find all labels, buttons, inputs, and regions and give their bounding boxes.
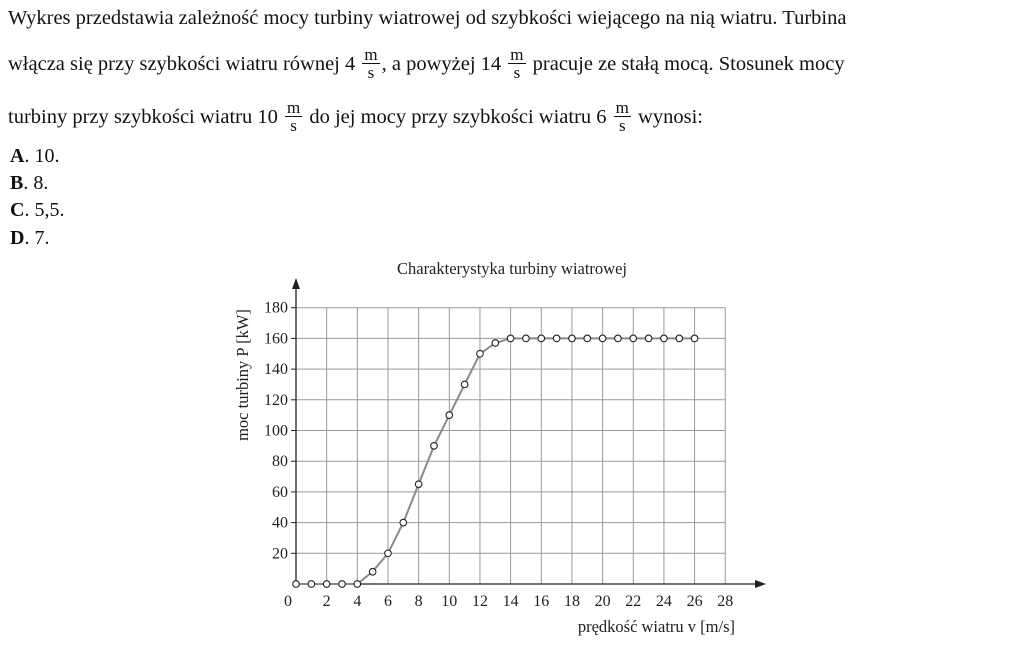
data-point [507,335,514,342]
data-point [415,481,422,488]
data-point [477,350,484,357]
question-text-3a: turbiny przy szybkości wiatru 10 [8,106,278,129]
unit-fraction: $\frac{m}{s}$ [287,98,301,135]
unit-fraction: $\frac{m}{s}$ [364,45,378,82]
x-tick-label: 26 [686,593,703,610]
option-b[interactable]: B. 8. [10,172,49,194]
data-point [569,335,576,342]
data-point [645,335,652,342]
option-d[interactable]: D. 7. [10,227,50,249]
data-point [676,335,683,342]
data-point [369,568,376,575]
data-point [323,581,330,588]
data-point [691,335,698,342]
chart-title: Charakterystyka turbiny wiatrowej [396,259,628,278]
data-point [492,340,499,347]
question-text-3b: do jej mocy przy szybkości wiatru 6 [309,106,607,129]
unit-fraction: $\frac{m}{s}$ [615,98,629,135]
data-point [339,581,346,588]
data-point [431,443,438,450]
x-axis-arrow [755,580,766,588]
x-tick-label: 10 [441,593,458,610]
y-tick-label: 180 [264,299,288,317]
x-tick-label: 16 [533,593,550,610]
y-tick-label: 120 [264,391,288,409]
y-tick-label: 160 [264,330,288,348]
x-axis-label: prędkość wiatru v [m/s] [577,617,735,636]
x-tick-label: 4 [353,593,362,610]
question-text-2c: pracuje ze stałą mocą. Stosunek mocy [532,53,845,76]
y-tick-label: 60 [272,483,288,501]
question-text-2a: włącza się przy szybkości wiatru równej 4 [8,53,356,76]
x-tick-label: 0 [284,593,292,610]
y-tick-label: 100 [264,422,288,440]
option-a[interactable]: A. 10. [10,145,60,167]
y-axis-label: moc turbiny P [kW] [233,309,252,441]
data-point [354,581,361,588]
question-text-3c: wynosi: [638,106,703,129]
unit-fraction: $\frac{m}{s}$ [510,45,524,82]
data-point [630,335,637,342]
data-point [308,581,315,588]
option-c[interactable]: C. 5,5. [10,199,65,221]
x-tick-label: 2 [322,593,331,610]
data-point [553,335,560,342]
data-point [615,335,622,342]
data-point [523,335,530,342]
y-tick-label: 140 [264,361,288,379]
x-tick-label: 14 [502,593,519,610]
data-point [400,519,407,526]
data-point [461,381,468,388]
data-point [538,335,545,342]
x-tick-label: 28 [717,593,734,610]
x-tick-label: 6 [383,593,392,610]
y-tick-label: 80 [272,453,288,471]
x-tick-label: 12 [471,593,488,610]
data-point [599,335,606,342]
x-tick-label: 24 [655,593,672,610]
x-tick-label: 8 [414,593,423,610]
x-tick-label: 18 [563,593,580,610]
x-tick-label: 22 [625,593,642,610]
question-text-2b: , a powyżej 14 [381,53,502,76]
data-point [385,550,392,557]
y-tick-label: 20 [272,545,288,563]
data-point [293,581,300,588]
question-text-1: Wykres przedstawia zależność mocy turbiny wiatrowej od szybkości wiejącego na nią wiatru. Turbina [8,7,847,29]
data-point [584,335,591,342]
y-tick-label: 40 [272,514,288,532]
x-tick-label: 20 [594,593,611,610]
y-axis-arrow [292,278,300,289]
data-point [446,412,453,419]
data-point [661,335,668,342]
